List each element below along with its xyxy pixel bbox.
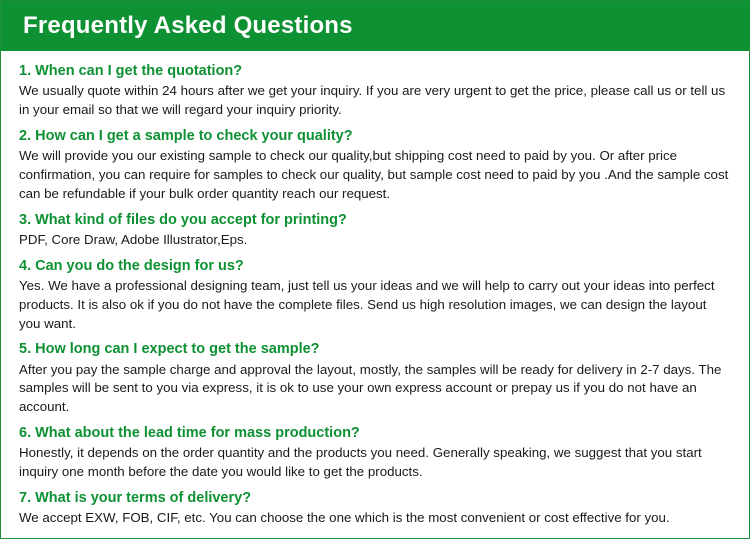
faq-question: 1. When can I get the quotation? [19,63,243,79]
faq-answer: We accept EXW, FOB, CIF, etc. You can choose the one which is the most convenient or cost effective for you. [19,510,670,526]
faq-question: 5. How long can I expect to get the sample? [19,341,320,358]
faq-item [19,257,731,334]
faq-list [1,51,749,528]
faq-question: 4. Can you do the design for us? [19,257,244,274]
page-title: Frequently Asked Questions [23,12,353,39]
faq-question: 3. What kind of files do you accept for printing? [19,211,347,228]
faq-question: 6. What about the lead time for mass production? [19,425,360,442]
faq-answer: We will provide you our existing sample to check our quality,but shipping cost need to paid by you. Or after price confirmation, you can require for samples to check our quality, but sample cost need to paid by you .And the sample cost can be refundable if your bulk order quantity reach our request. [19,148,729,201]
faq-header [1,1,749,51]
faq-answer: We usually quote within 24 hours after we get your inquiry. If you are very urgent to get the price, please call us or tell us in your email so that we will regard your inquiry priority. [19,83,726,117]
faq-answer: PDF, Core Draw, Adobe Illustrator,Eps. [19,231,248,247]
faq-item [19,127,731,204]
faq-item [19,340,731,417]
faq-answer: Honestly, it depends on the order quantity and the products you need. Generally speaking, we suggest that you start inquiry one month before the date you would like to get the products. [19,445,702,480]
faq-item [19,62,731,120]
faq-answer: Yes. We have a professional designing team, just tell us your ideas and we will help to carry out your ideas into perfect products. It is also ok if you do not have the complete files. Send us high resolution images, we can design the layout you want. [19,277,715,331]
faq-answer: After you pay the sample charge and approval the layout, mostly, the samples will be ready for delivery in 2-7 days. The samples will be sent to you via express, it is ok to use your own express account or prepay us if you do not have an account. [19,361,722,415]
faq-item [19,424,731,482]
faq-question: 7. What is your terms of delivery? [19,490,252,506]
faq-item [19,489,731,528]
faq-question: 2. How can I get a sample to check your quality? [19,127,353,144]
faq-item [19,211,731,250]
